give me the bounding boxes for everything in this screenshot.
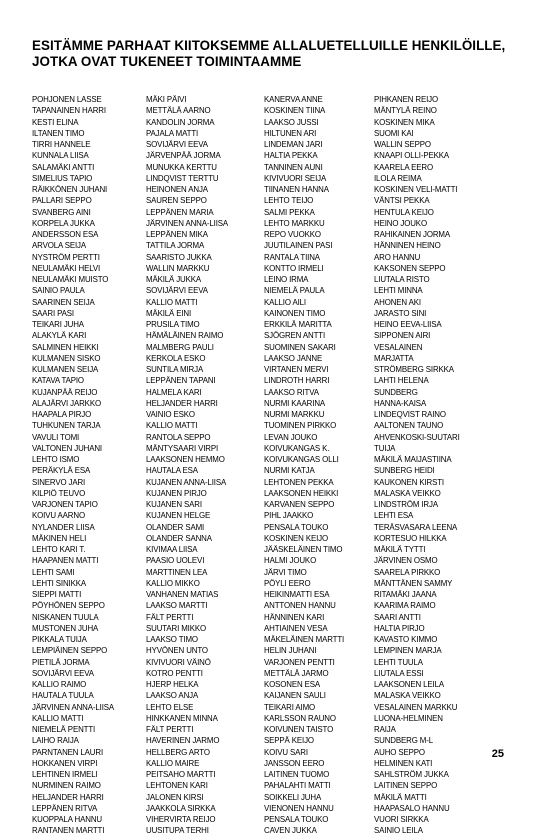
list-item: TUHKUNEN TARJA [32,420,101,431]
list-item: WALLIN MARKKU [146,262,210,273]
name-column-2 [146,94,261,837]
list-item: JÄRVI TIMO [264,566,307,577]
list-item: LAITINEN SEPPO [374,780,438,791]
list-item: JÄRVINEN ANNA-LIISA [146,217,229,228]
list-item: LEPPÄNEN MARIA [146,206,214,217]
list-item: OLANDER SAMI [146,521,205,532]
list-item: PEITSAHO MARTTI [146,769,216,779]
list-item: LEHTO ELSE [146,701,194,712]
list-item: KUJANEN HELGE [146,510,211,521]
list-item: SEPPÄ KEIJO [264,735,314,746]
list-item: HALMELA KARI [146,386,202,397]
list-item: MARJATTA [374,352,414,363]
list-item: HANNA-KAISA [374,397,427,408]
list-item: PIKKALA TUIJA [32,634,87,644]
list-item: LAAKSONEN HEMMO [146,454,225,464]
list-item: KOSKINEN KEIJO [264,532,328,543]
list-item: LEPPÄNEN MIKA [146,229,208,239]
list-item: JALONEN KIRSI [146,791,204,802]
list-item: KUJANEN ANNA-LIISA [146,476,227,487]
list-item: LAAKSONEN HEIKKI [264,487,339,498]
list-item: VALTONEN JUHANI [32,442,102,453]
list-item: NISKANEN TUULA [32,611,99,622]
list-item: LINDQVIST TERTTU [146,172,219,183]
list-item: VÄNTSI PEKKA [374,195,430,206]
list-item: LEHTI MINNA [374,285,423,296]
list-item: KUJANEN PIRJO [146,487,207,498]
list-item: MÄKILÄ MATTI [374,791,427,802]
list-item: MÄKILÄ EINI [146,307,192,318]
list-item: SOIKKELI JUHA [264,791,322,802]
list-item: MÄKILÄ MAIJASTIINA [374,454,452,464]
list-item: HALTIA PEKKA [264,150,318,161]
list-item: MÄKILÄ TYTTI [374,544,426,554]
list-item: SUNBERG HEIDI [374,465,435,476]
list-item: MÄNTYSAARI VIRPI [146,442,219,453]
list-item: VESALAINEN [374,341,423,352]
list-item: SIEPPI MATTI [32,589,82,599]
list-item: SAARI PASI [32,307,74,318]
list-item: RÄIKKÖNEN JUHANI [32,184,108,194]
list-item: KAARIMA RAIMO [374,600,436,611]
list-item: KAINONEN TIMO [264,307,326,318]
list-item: METTÄLÄ AARNO [146,105,211,116]
list-item: POHJONEN LASSE [32,94,102,104]
list-item: SALMINEN HEIKKI [32,341,99,352]
list-item: LEVAN JOUKO [264,431,318,442]
list-item: SUNDBERG [374,386,418,397]
list-item: MÄNTTÄNEN SAMMY [374,577,453,588]
list-item: MARTTINEN LEA [146,566,208,577]
list-item: PAHALAHTI MATTI [264,780,331,791]
list-item: KOIVU SARI [264,746,308,757]
list-item: SJÖGREN ANTTI [264,330,326,341]
list-item: MUSTONEN JUHA [32,622,99,633]
list-item: SUNTILA MIRJA [146,364,204,374]
list-item: HAUTALA TUULA [32,690,94,701]
list-item: HÄNNINEN KARI [264,611,325,622]
list-item: KOTRO PENTTI [146,667,203,678]
list-item: REPO VUOKKO [264,229,321,239]
list-item: SIMELIUS TAPIO [32,172,93,183]
list-item: HELLBERG ARTO [146,746,210,757]
list-item: NURMINEN RAIMO [32,780,101,791]
list-item: HELJANDER HARRI [146,397,218,408]
list-item: SUOMI KAI [374,127,414,138]
list-item: KOSKINEN TIINA [264,105,326,116]
list-item: SALAMÄKI ANTTI [32,161,95,172]
list-item: TUOMINEN PIRKKO [264,420,337,431]
list-item: JÄRVINEN ANNA-LIISA [32,701,115,712]
heading-line-1: ESITÄMME PARHAAT KIITOKSEMME ALLALUETELLUILLE HENKILÖILLE, [32,38,506,53]
list-item: KARLSSON RAUNO [264,712,336,723]
list-item: VIRTANEN MERVI [264,364,329,374]
list-item: TIRRI HANNELE [32,139,91,149]
list-item: MÄKI PÄIVI [146,94,187,104]
list-item: NIEMELÄ PENTTI [32,724,96,734]
list-item: SOVIJÄRVI EEVA [146,139,208,149]
list-item: NURMI KATJA [264,465,315,476]
list-item: SAARELA PIRKKO [374,566,441,577]
list-item: JUUTILAINEN PASI [264,240,333,251]
list-item: VANHANEN MATIAS [146,589,219,599]
list-item: LINDEQVIST RAINO [374,409,446,419]
list-item: LEPPÄNEN RITVA [32,802,98,813]
list-item: PÖYHÖNEN SEPPO [32,600,105,611]
list-item: KAKSONEN SEPPO [374,262,446,273]
list-item: ARVOLA SEIJA [32,240,87,251]
list-item: HAVERINEN JARMO [146,735,220,746]
page-number: 25 [491,748,504,760]
list-item: PAASIO UOLEVI [146,555,205,566]
list-item: SOVIJÄRVI EEVA [32,667,94,678]
list-item: LAAKSONEN LEILA [374,679,445,689]
list-item: KULMANEN SEIJA [32,364,99,374]
list-item: RAIJA [374,724,396,734]
list-item: KOSONEN ESA [264,679,321,689]
list-item: KIVIMAA LIISA [146,544,198,554]
list-item: PAJALA MATTI [146,127,199,138]
list-item: NURMI MARKKU [264,409,325,419]
list-item: SAUREN SEPPO [146,195,207,206]
list-item: PIETILÄ JORMA [32,656,90,667]
list-item: LEHTO MARKKU [264,217,325,228]
list-item: AHONEN AKI [374,296,421,307]
list-item: HENTULA KEIJO [374,206,434,217]
list-item: MÄKINEN HELI [32,532,87,543]
list-item: ANDERSSON ESA [32,229,99,239]
list-item: KIVIVUORI SEIJA [264,172,327,183]
list-item: KOIVU AARNO [32,510,85,521]
list-item: KOSKINEN VELI-MATTI [374,184,458,194]
list-item: LUONA-HELMINEN [374,712,443,723]
list-item: RANTANEN MARTTI [32,825,105,836]
list-item: HAUTALA ESA [146,465,198,476]
list-item: SOVIJÄRVI EEVA [146,285,208,296]
list-item: KORPELA JUKKA [32,217,95,228]
list-item: RANTALA TIINA [264,251,320,262]
list-item: MALASKA VEIKKO [374,487,441,498]
list-item: LEHTI SINIKKA [32,577,87,588]
list-item: HEINONEN ANJA [146,184,208,194]
list-item: KAIJANEN SAULI [264,690,326,701]
list-item: HAAPASALO HANNU [374,802,450,813]
list-item: LAAKSO JUSSI [264,116,319,127]
list-item: AUHO SEPPO [374,746,425,757]
list-item: MÄNTYLÄ REINO [374,105,437,116]
list-item: SAARISTO JUKKA [146,251,212,262]
list-item: LEHTI SAMI [32,566,75,577]
list-item: METTÄLÄ JARMO [264,667,329,678]
list-item: KERKOLA ESKO [146,352,206,363]
list-item: VUORI SIRKKA [374,814,429,824]
list-item: ILTANEN TIMO [32,127,85,138]
list-item: PERÄKYLÄ ESA [32,465,91,476]
list-item: PALLARI SEPPO [32,195,92,206]
name-column-4 [374,94,489,837]
list-item: MÄKELÄINEN MARTTI [264,634,345,644]
list-item: TEIKARI AIMO [264,701,316,712]
list-item: SUUTARI MIKKO [146,622,207,633]
list-item: SALMI PEKKA [264,206,315,217]
list-item: VARJONEN PENTTI [264,656,335,667]
list-item: LEMPINEN MARJA [374,645,442,656]
list-item: NIEMELÄ PAULA [264,285,325,296]
list-item: AHTIAINEN VESA [264,622,328,633]
list-item: SAARI ANTTI [374,611,421,622]
list-item: KALLIO MAIRE [146,757,200,768]
list-item: KALLIO MATTI [32,712,84,723]
list-item: KALLIO RAIMO [32,679,87,689]
list-item: KALLIO MATTI [146,296,198,307]
list-item: TEIKARI JUHA [32,319,84,329]
list-item: KUNNALA LIISA [32,150,89,161]
list-item: KUJANEN SARI [146,499,202,509]
list-item: KAARELA EERO [374,161,433,172]
list-item: HJERP HELKA [146,679,199,689]
list-item: HELMINEN KATI [374,757,433,768]
list-item: STRÖMBERG SIRKKA [374,364,454,374]
list-item: RAHIKAINEN JORMA [374,229,450,239]
list-item: AALTONEN TAUNO [374,420,444,431]
list-item: HELJANDER HARRI [32,791,104,802]
list-item: ARO HANNU [374,251,421,262]
list-item: PENSALA TOUKO [264,521,329,532]
list-item: PENSALA TOUKO [264,814,329,824]
list-item: JANSSON EERO [264,757,325,768]
list-item: HINKKANEN MINNA [146,712,218,723]
list-item: VIENONEN HANNU [264,802,334,813]
list-item: LEPPÄNEN TAPANI [146,375,216,386]
list-item: WALLIN SEPPO [374,139,431,149]
list-item: NYSTRÖM PERTTI [32,251,100,262]
list-item: SVANBERG AINI [32,206,91,217]
list-item: NEULAMÄKI HELVI [32,262,101,273]
list-item: JAAKKOLA SIRKKA [146,802,216,813]
list-item: VESALAINEN MARKKU [374,701,458,712]
list-item: KATAVA TAPIO [32,375,84,386]
list-item: LEHTI TUULA [374,656,423,667]
list-item: LEHTONEN KARI [146,780,208,791]
list-item: SAINIO LEILA [374,825,423,836]
list-item: VARJONEN TAPIO [32,499,98,509]
heading-line-2: JOTKA OVAT TUKENEET TOIMINTAAMME [32,54,302,69]
list-item: KAUKONEN KIRSTI [374,476,444,487]
list-item: NYLANDER LIISA [32,521,95,532]
list-item: LAIHO RAIJA [32,735,79,746]
list-item: KALLIO MIKKO [146,577,200,588]
list-item: LEHTONEN PEKKA [264,476,334,487]
list-item: PIHL JAAKKO [264,510,314,521]
list-item: FÄLT PERTTI [146,724,194,734]
list-item: ERKKILÄ MARITTA [264,319,332,329]
list-item: HEINO JOUKO [374,217,427,228]
list-item: LAAKSO MARTTI [146,600,208,611]
list-item: MUNUKKA KERTTU [146,161,217,172]
list-item: PIHKANEN REIJO [374,94,438,104]
list-item: LIUTALA RISTO [374,274,430,284]
list-item: LEHTINEN IRMELI [32,769,98,779]
list-item: LINDSTRÖM IRJA [374,499,438,509]
list-item: TATTILA JORMA [146,240,205,251]
list-item: ILOLA REIMA [374,172,422,183]
list-item: HEINO EEVA-LIISA [374,319,442,329]
list-item: KORTESUO HILKKA [374,532,447,543]
list-item: TANNINEN AUNI [264,161,323,172]
list-item: TIINANEN HANNA [264,184,329,194]
list-item: KILPIÖ TEUVO [32,487,86,498]
list-item: LINDEMAN JARI [264,139,323,149]
list-item: LINDROTH HARRI [264,375,330,386]
list-item: SAARINEN SEIJA [32,296,95,307]
list-item: MALMBERG PAULI [146,341,214,352]
list-item: FÄLT PERTTI [146,611,194,622]
list-item: TERÄSVASARA LEENA [374,521,458,532]
list-item: HÄMÄLÄINEN RAIMO [146,330,224,341]
list-item: RANTOLA SEPPO [146,431,211,442]
list-item: KUJANPÄÄ REIJO [32,386,98,397]
list-item: LEINO IRMA [264,274,309,284]
list-item: SAINIO PAULA [32,285,85,296]
list-item: CAVEN JUKKA [264,825,317,836]
list-item: RITAMÄKI JAANA [374,589,437,599]
list-item: ANTTONEN HANNU [264,600,336,611]
list-item: KANDOLIN JORMA [146,116,215,127]
list-item: KAVASTO KIMMO [374,634,438,644]
list-item: KANERVA ANNE [264,94,323,104]
list-item: KIVIVUORI VÄINÖ [146,656,211,667]
list-item: ALAJÄRVI JARKKO [32,397,101,408]
list-item: LAAKSO JANNE [264,352,323,363]
list-item: LIUTALA ESSI [374,667,424,678]
list-item: KONTTO IRMELI [264,262,324,273]
list-item: SAHLSTRÖM JUKKA [374,769,449,779]
list-item: JÄRVENPÄÄ JORMA [146,150,221,161]
list-item: LAITINEN TUOMO [264,769,330,779]
list-item: HALTIA PIRJO [374,622,425,633]
list-item: HALMI JOUKO [264,555,317,566]
list-item: KULMANEN SISKO [32,352,101,363]
list-item: SIPPONEN AIRI [374,330,431,341]
list-item: KOIVUNEN TAISTO [264,724,334,734]
list-item: VIHERVIRTA REIJO [146,814,216,824]
list-item: SUOMINEN SAKARI [264,341,336,352]
list-item: SUNDBERG M-L [374,735,433,746]
list-item: LEHTO TEIJO [264,195,314,206]
list-item: LAAKSO RITVA [264,386,319,397]
list-item: MALASKA VEIKKO [374,690,441,701]
list-item: JÄRVINEN OSMO [374,555,438,566]
list-item: VAVULI TOMI [32,431,80,442]
list-item: HYVÖNEN UNTO [146,645,208,656]
name-column-3 [264,94,379,837]
list-item: KOSKINEN MIKA [374,116,435,127]
list-item: LAAKSO ANJA [146,690,199,701]
list-item: ALAKYLÄ KARI [32,330,87,341]
list-item: KALLIO AILI [264,296,307,307]
list-item: KOIVUKANGAS K. [264,442,330,453]
list-item: KNAAPI OLLI-PEKKA [374,150,449,161]
list-item: JÄÄSKELÄINEN TIMO [264,544,343,554]
list-item: VAINIO ESKO [146,409,195,419]
name-column-1 [32,94,147,837]
list-item: LAAKSO TIMO [146,634,198,644]
list-item: HOKKANEN VIRPI [32,757,98,768]
list-item: LEMPIÄINEN SEPPO [32,645,108,656]
list-item: HÄNNINEN HEINO [374,240,441,251]
list-item: NURMI KAARINA [264,397,326,408]
list-item: HILTUNEN ARI [264,127,317,138]
list-item: HEIKINMATTI ESA [264,589,330,599]
list-item: HELIN JUHANI [264,645,317,656]
list-item: MÄKILÄ JUKKA [146,274,202,284]
list-item: JARASTO SINI [374,307,427,318]
list-item: LEHTO ISMO [32,454,80,464]
list-item: KARVANEN SEPPO [264,499,335,509]
list-item: LEHTI ESA [374,510,414,521]
list-item: HAAPALA PIRJO [32,409,92,419]
list-item: KALLIO MATTI [146,420,198,431]
page-heading [32,38,522,70]
list-item: LAHTI HELENA [374,375,429,386]
list-item: HAAPANEN MATTI [32,555,99,566]
list-item: KOIVUKANGAS OLLI [264,454,339,464]
list-item: PÖYLI EERO [264,577,311,588]
list-item: LEHTO KARI T. [32,544,86,554]
list-item: UUSITUPA TERHI [146,825,209,836]
list-item: OLANDER SANNA [146,532,212,543]
list-item: PARNTANEN LAURI [32,746,104,757]
list-item: TAPANAINEN HARRI [32,105,106,116]
list-item: KESTI ELINA [32,116,79,127]
list-item: AHVENKOSKI-SUUTARI [374,431,460,442]
list-item: NEULAMÄKI MUISTO [32,274,109,284]
list-item: SINERVO JARI [32,476,86,487]
list-item: KUOPPALA HANNU [32,814,102,824]
list-item: PRUSILA TIMO [146,319,200,329]
list-item: TUIJA [374,442,396,453]
